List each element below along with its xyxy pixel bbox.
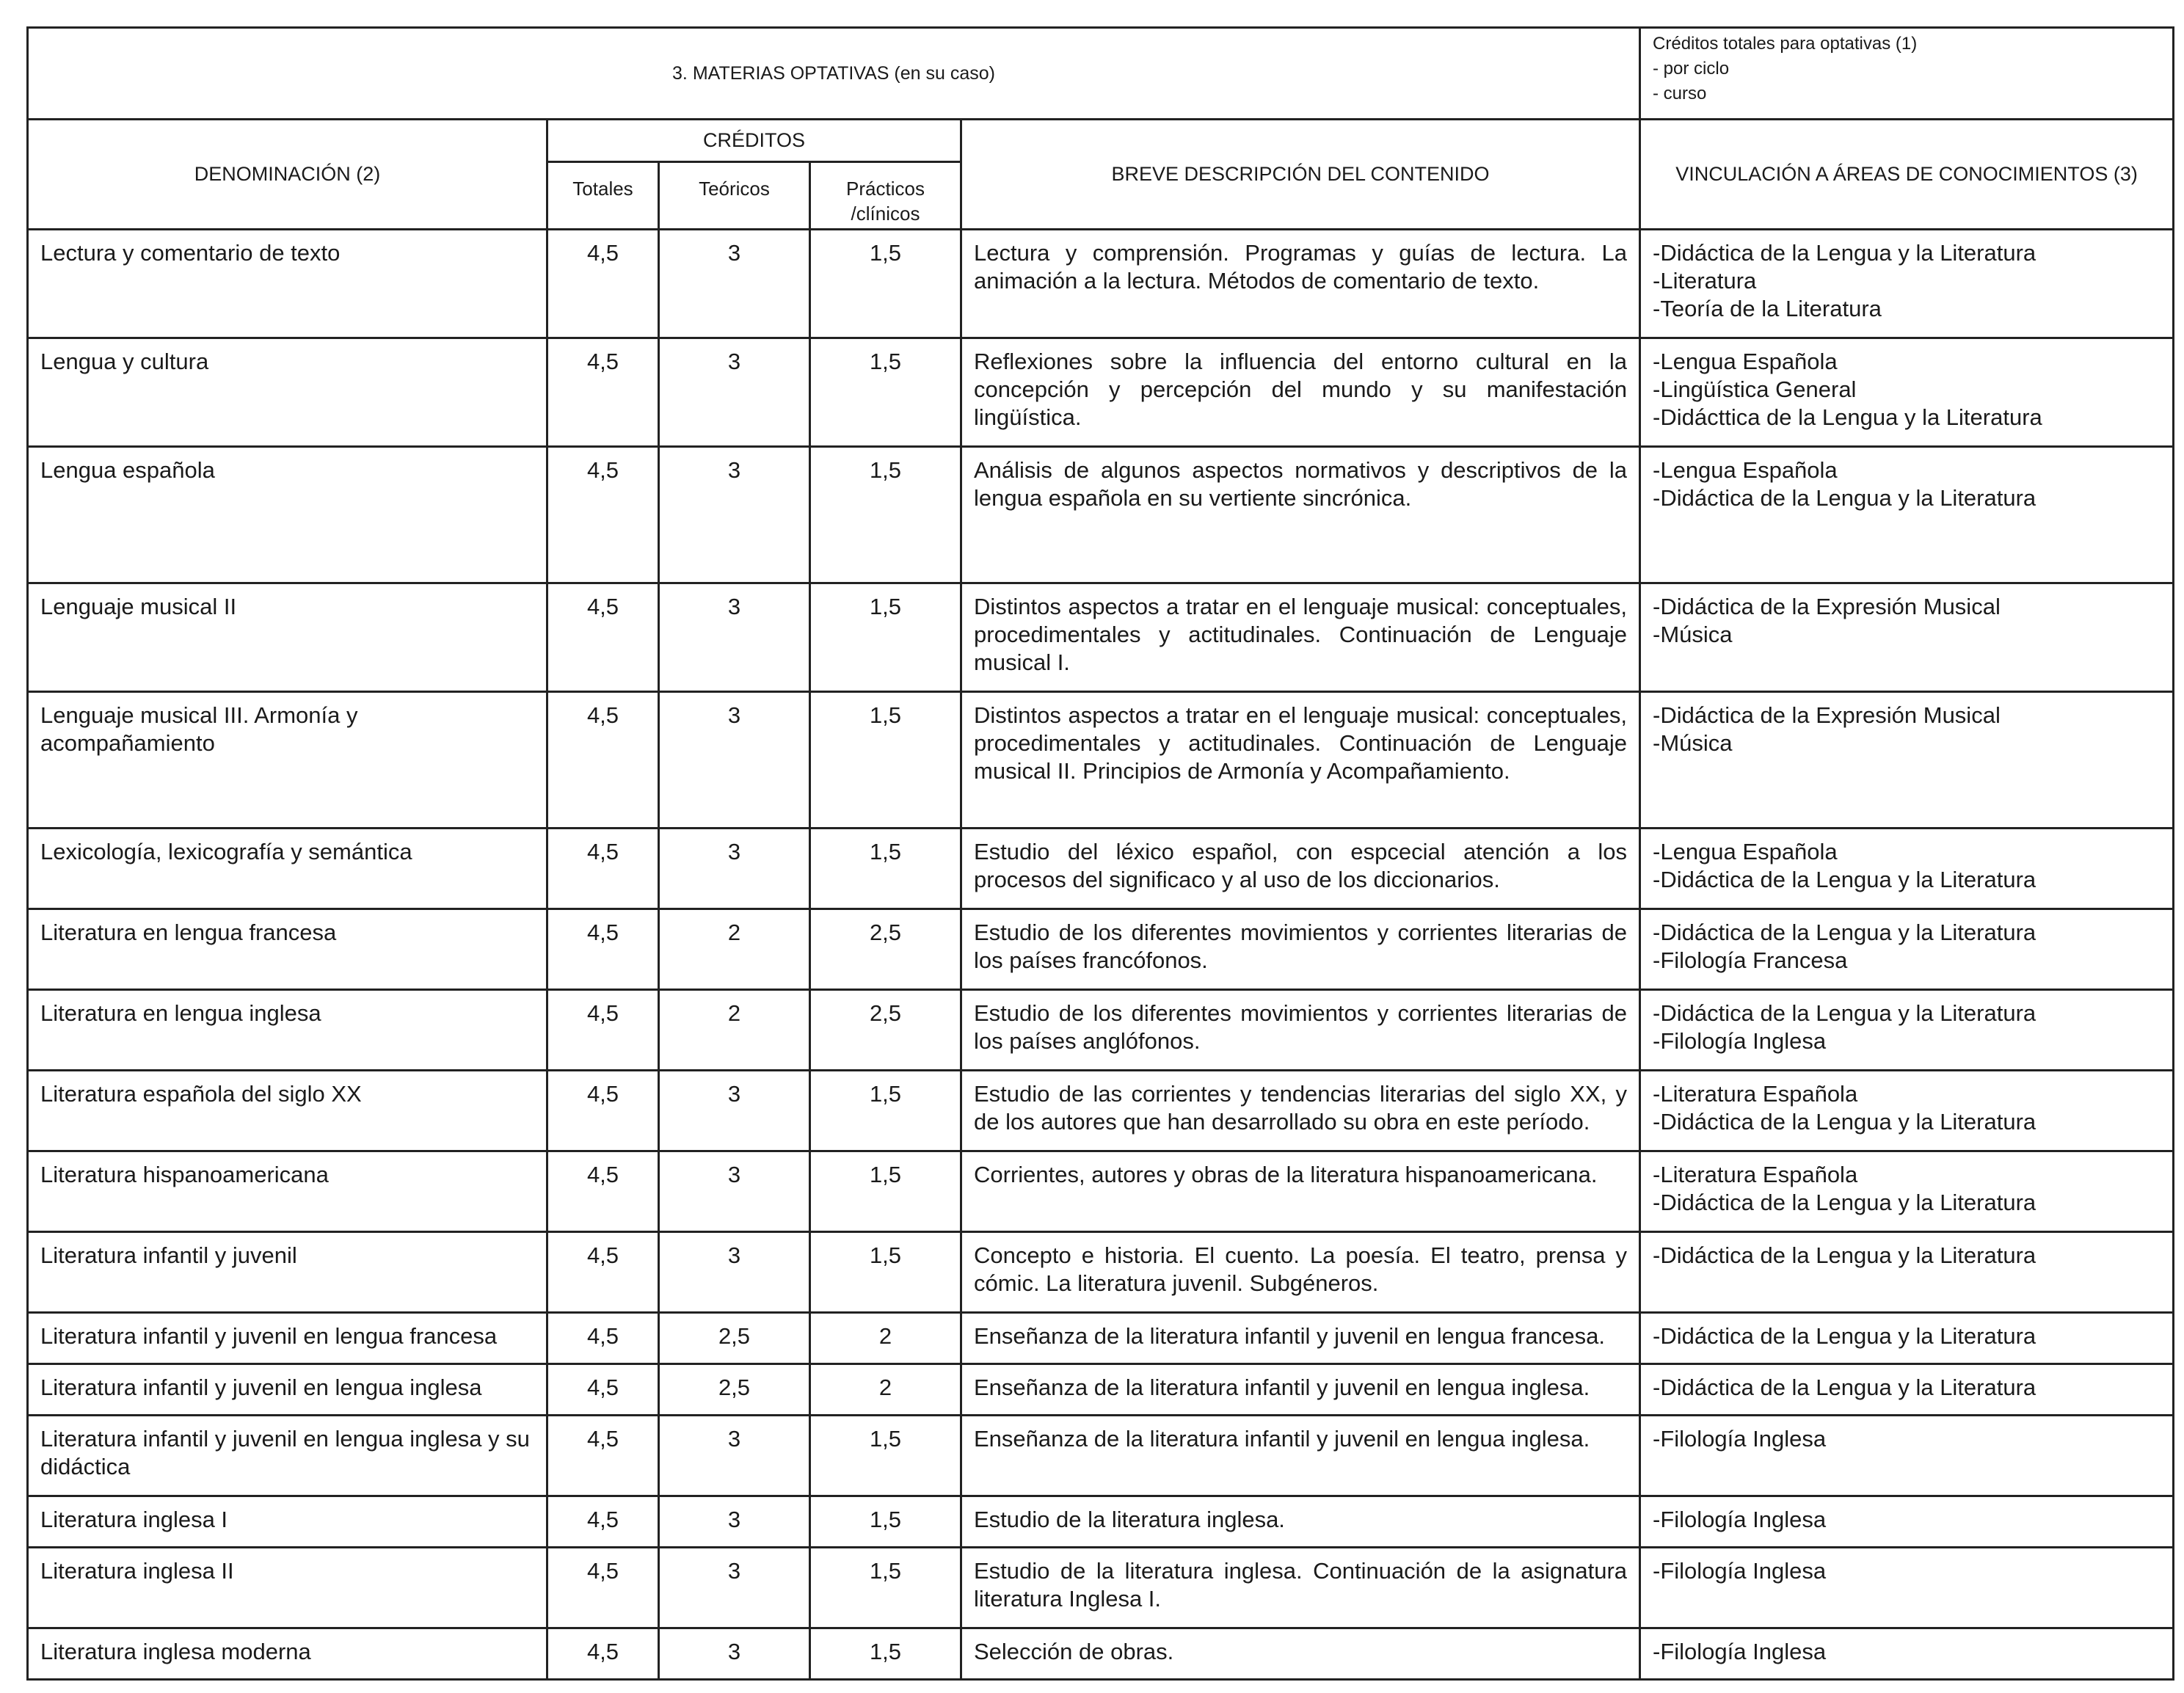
table-row — [28, 829, 2174, 909]
table-row — [28, 990, 2174, 1071]
credits-teoricos: 3 — [659, 1151, 810, 1232]
knowledge-area: -Didáctica de la Lengua y la Literatura — [1653, 1242, 2036, 1268]
table-row — [28, 909, 2174, 990]
credits-teoricos: 2 — [659, 990, 810, 1071]
credits-practicos: 2 — [810, 1313, 961, 1364]
knowledge-area: -Didáctica de la Lengua y la Literatura — [1653, 1375, 2036, 1400]
credits-note-line: - por ciclo — [1653, 59, 1730, 79]
knowledge-area: -Filología Inglesa — [1653, 1426, 1827, 1452]
subject-name: Lenguaje musical II — [28, 583, 547, 692]
knowledge-areas — [1640, 1313, 2174, 1364]
credits-teoricos: 2,5 — [659, 1313, 810, 1364]
credits-totales: 4,5 — [547, 1548, 659, 1628]
subject-name: Literatura infantil y juvenil en lengua inglesa y su didáctica — [28, 1416, 547, 1496]
col-header-vinculacion: VINCULACIÓN A ÁREAS DE CONOCIMIENTOS (3) — [1640, 120, 2174, 230]
table-row — [28, 692, 2174, 829]
subject-description: Corrientes, autores y obras de la literatura hispanoamericana. — [961, 1151, 1640, 1232]
credits-teoricos: 3 — [659, 692, 810, 829]
col-header-denominacion: DENOMINACIÓN (2) — [28, 120, 547, 230]
col-header-totales: Totales — [547, 162, 659, 230]
credits-note — [1640, 28, 2174, 120]
subject-name: Lectura y comentario de texto — [28, 230, 547, 338]
subject-name: Lenguaje musical III. Armonía y acompañamiento — [28, 692, 547, 829]
knowledge-area: -Didáctica de la Lengua y la Literatura — [1653, 1109, 2036, 1135]
knowledge-area: -Didáctica de la Lengua y la Literatura — [1653, 1190, 2036, 1215]
col-header-creditos: CRÉDITOS — [547, 120, 961, 162]
credits-practicos: 1,5 — [810, 829, 961, 909]
knowledge-area: -Literatura Española — [1653, 1162, 1858, 1187]
credits-totales: 4,5 — [547, 1232, 659, 1313]
knowledge-area: -Didáctica de la Lengua y la Literatura — [1653, 485, 2036, 511]
subject-name: Literatura inglesa II — [28, 1548, 547, 1628]
subject-description: Concepto e historia. El cuento. La poesía. El teatro, prensa y cómic. La literatura juvenil. Subgéneros. — [961, 1232, 1640, 1313]
table-row — [28, 1548, 2174, 1628]
subject-description: Reflexiones sobre la influencia del entorno cultural en la concepción y percepción del mundo y su manifestación lingüística. — [961, 338, 1640, 447]
knowledge-areas — [1640, 1232, 2174, 1313]
subject-description: Enseñanza de la literatura infantil y juvenil en lengua inglesa. — [961, 1364, 1640, 1416]
table-row — [28, 338, 2174, 447]
credits-practicos: 1,5 — [810, 1071, 961, 1151]
knowledge-area: -Filología Inglesa — [1653, 1507, 1827, 1532]
knowledge-areas — [1640, 447, 2174, 583]
subject-name: Literatura inglesa moderna — [28, 1628, 547, 1680]
knowledge-areas — [1640, 1071, 2174, 1151]
credits-practicos: 1,5 — [810, 447, 961, 583]
subject-description: Lectura y comprensión. Programas y guías de lectura. La animación a la lectura. Métodos de comentario de texto. — [961, 230, 1640, 338]
credits-teoricos: 3 — [659, 1548, 810, 1628]
credits-totales: 4,5 — [547, 338, 659, 447]
knowledge-area: -Didáctica de la Expresión Musical — [1653, 594, 2001, 619]
knowledge-area: -Teoría de la Literatura — [1653, 296, 1882, 321]
knowledge-area: -Didáctica de la Lengua y la Literatura — [1653, 1000, 2036, 1026]
credits-practicos: 1,5 — [810, 1628, 961, 1680]
title-row — [28, 28, 2174, 120]
subject-description: Estudio de los diferentes movimientos y corrientes literarias de los países anglófonos. — [961, 990, 1640, 1071]
credits-teoricos: 3 — [659, 1628, 810, 1680]
table-row — [28, 1416, 2174, 1496]
knowledge-area: -Filología Inglesa — [1653, 1028, 1827, 1054]
credits-teoricos: 3 — [659, 829, 810, 909]
credits-practicos: 2,5 — [810, 909, 961, 990]
knowledge-area: -Lengua Española — [1653, 349, 1838, 374]
knowledge-area: -Filología Inglesa — [1653, 1639, 1827, 1664]
knowledge-area: -Música — [1653, 730, 1733, 756]
subject-name: Lexicología, lexicografía y semántica — [28, 829, 547, 909]
knowledge-areas — [1640, 692, 2174, 829]
credits-practicos: 1,5 — [810, 1232, 961, 1313]
knowledge-areas — [1640, 1416, 2174, 1496]
credits-teoricos: 3 — [659, 1496, 810, 1548]
credits-practicos: 2,5 — [810, 990, 961, 1071]
credits-totales: 4,5 — [547, 583, 659, 692]
knowledge-areas — [1640, 583, 2174, 692]
subject-description: Estudio de los diferentes movimientos y corrientes literarias de los países francófonos. — [961, 909, 1640, 990]
col-header-teoricos: Teóricos — [659, 162, 810, 230]
credits-totales: 4,5 — [547, 829, 659, 909]
table-row — [28, 230, 2174, 338]
knowledge-areas — [1640, 1364, 2174, 1416]
subject-name: Literatura hispanoamericana — [28, 1151, 547, 1232]
credits-totales: 4,5 — [547, 1496, 659, 1548]
optional-subjects-sheet — [26, 26, 2172, 1681]
credits-totales: 4,5 — [547, 990, 659, 1071]
col-header-practicos: Prácticos /clínicos — [810, 162, 961, 230]
knowledge-areas — [1640, 990, 2174, 1071]
header-row — [28, 120, 2174, 162]
subject-name: Lengua española — [28, 447, 547, 583]
credits-teoricos: 3 — [659, 1071, 810, 1151]
subject-name: Literatura infantil y juvenil en lengua francesa — [28, 1313, 547, 1364]
optional-subjects-table — [26, 26, 2174, 1681]
knowledge-area: -Literatura Española — [1653, 1081, 1858, 1107]
table-row — [28, 1232, 2174, 1313]
credits-practicos: 1,5 — [810, 1151, 961, 1232]
knowledge-area: -Didáctica de la Expresión Musical — [1653, 702, 2001, 728]
credits-practicos: 1,5 — [810, 1548, 961, 1628]
subject-description: Enseñanza de la literatura infantil y juvenil en lengua inglesa. — [961, 1416, 1640, 1496]
subject-description: Estudio de la literatura inglesa. — [961, 1496, 1640, 1548]
knowledge-areas — [1640, 1548, 2174, 1628]
subject-description: Distintos aspectos a tratar en el lenguaje musical: conceptuales, procedimentales y actitudinales. Continuación de Lenguaje musical II. Principios de Armonía y Acompañamiento. — [961, 692, 1640, 829]
knowledge-area: -Música — [1653, 622, 1733, 647]
credits-practicos: 1,5 — [810, 583, 961, 692]
credits-note-line: - curso — [1653, 84, 1707, 103]
knowledge-areas — [1640, 829, 2174, 909]
credits-practicos: 1,5 — [810, 1496, 961, 1548]
table-row — [28, 1071, 2174, 1151]
credits-totales: 4,5 — [547, 1364, 659, 1416]
knowledge-area: -Didáctica de la Lengua y la Literatura — [1653, 920, 2036, 945]
knowledge-area: -Didáctica de la Lengua y la Literatura — [1653, 240, 2036, 266]
subject-description: Enseñanza de la literatura infantil y juvenil en lengua francesa. — [961, 1313, 1640, 1364]
subject-name: Literatura inglesa I — [28, 1496, 547, 1548]
subject-description: Estudio de la literatura inglesa. Continuación de la asignatura literatura Inglesa I. — [961, 1548, 1640, 1628]
subject-name: Lengua y cultura — [28, 338, 547, 447]
knowledge-areas — [1640, 230, 2174, 338]
credits-teoricos: 3 — [659, 1232, 810, 1313]
knowledge-areas — [1640, 1151, 2174, 1232]
subject-name: Literatura infantil y juvenil — [28, 1232, 547, 1313]
subject-description: Selección de obras. — [961, 1628, 1640, 1680]
credits-teoricos: 3 — [659, 1416, 810, 1496]
knowledge-area: -Filología Inglesa — [1653, 1558, 1827, 1584]
knowledge-area: -Didácttica de la Lengua y la Literatura — [1653, 404, 2042, 430]
credits-teoricos: 3 — [659, 447, 810, 583]
subject-description: Análisis de algunos aspectos normativos y descriptivos de la lengua española en su vertiente sincrónica. — [961, 447, 1640, 583]
knowledge-areas — [1640, 909, 2174, 990]
table-row — [28, 1364, 2174, 1416]
knowledge-area: -Filología Francesa — [1653, 947, 1848, 973]
credits-totales: 4,5 — [547, 1313, 659, 1364]
table-row — [28, 447, 2174, 583]
knowledge-areas — [1640, 1628, 2174, 1680]
credits-teoricos: 2 — [659, 909, 810, 990]
credits-practicos: 1,5 — [810, 338, 961, 447]
credits-practicos: 1,5 — [810, 692, 961, 829]
table-row — [28, 583, 2174, 692]
knowledge-area: -Lingüística General — [1653, 376, 1857, 402]
credits-totales: 4,5 — [547, 692, 659, 829]
credits-totales: 4,5 — [547, 1416, 659, 1496]
section-title: 3. MATERIAS OPTATIVAS (en su caso) — [28, 28, 1640, 120]
credits-totales: 4,5 — [547, 1628, 659, 1680]
knowledge-area: -Lengua Española — [1653, 839, 1838, 864]
subject-name: Literatura en lengua francesa — [28, 909, 547, 990]
table-row — [28, 1496, 2174, 1548]
knowledge-area: -Didáctica de la Lengua y la Literatura — [1653, 1323, 2036, 1349]
subject-description: Distintos aspectos a tratar en el lenguaje musical: conceptuales, procedimentales y actitudinales. Continuación de Lenguaje musical I. — [961, 583, 1640, 692]
table-row — [28, 1628, 2174, 1680]
credits-totales: 4,5 — [547, 1071, 659, 1151]
subject-description: Estudio de las corrientes y tendencias literarias del siglo XX, y de los autores que han desarrollado su obra en este período. — [961, 1071, 1640, 1151]
credits-totales: 4,5 — [547, 447, 659, 583]
credits-teoricos: 3 — [659, 230, 810, 338]
credits-teoricos: 3 — [659, 338, 810, 447]
knowledge-area: -Literatura — [1653, 268, 1757, 294]
table-row — [28, 1151, 2174, 1232]
knowledge-area: -Didáctica de la Lengua y la Literatura — [1653, 867, 2036, 892]
subject-description: Estudio del léxico español, con espcecial atención a los procesos del significaco y al uso de los diccionarios. — [961, 829, 1640, 909]
credits-practicos: 1,5 — [810, 230, 961, 338]
credits-practicos: 2 — [810, 1364, 961, 1416]
credits-teoricos: 3 — [659, 583, 810, 692]
credits-practicos: 1,5 — [810, 1416, 961, 1496]
subject-name: Literatura española del siglo XX — [28, 1071, 547, 1151]
credits-teoricos: 2,5 — [659, 1364, 810, 1416]
credits-note-line: Créditos totales para optativas (1) — [1653, 34, 1918, 54]
knowledge-area: -Lengua Española — [1653, 457, 1838, 483]
subject-name: Literatura infantil y juvenil en lengua inglesa — [28, 1364, 547, 1416]
subject-name: Literatura en lengua inglesa — [28, 990, 547, 1071]
credits-totales: 4,5 — [547, 909, 659, 990]
knowledge-areas — [1640, 1496, 2174, 1548]
credits-totales: 4,5 — [547, 1151, 659, 1232]
credits-totales: 4,5 — [547, 230, 659, 338]
col-header-descripcion: BREVE DESCRIPCIÓN DEL CONTENIDO — [961, 120, 1640, 230]
table-row — [28, 1313, 2174, 1364]
knowledge-areas — [1640, 338, 2174, 447]
